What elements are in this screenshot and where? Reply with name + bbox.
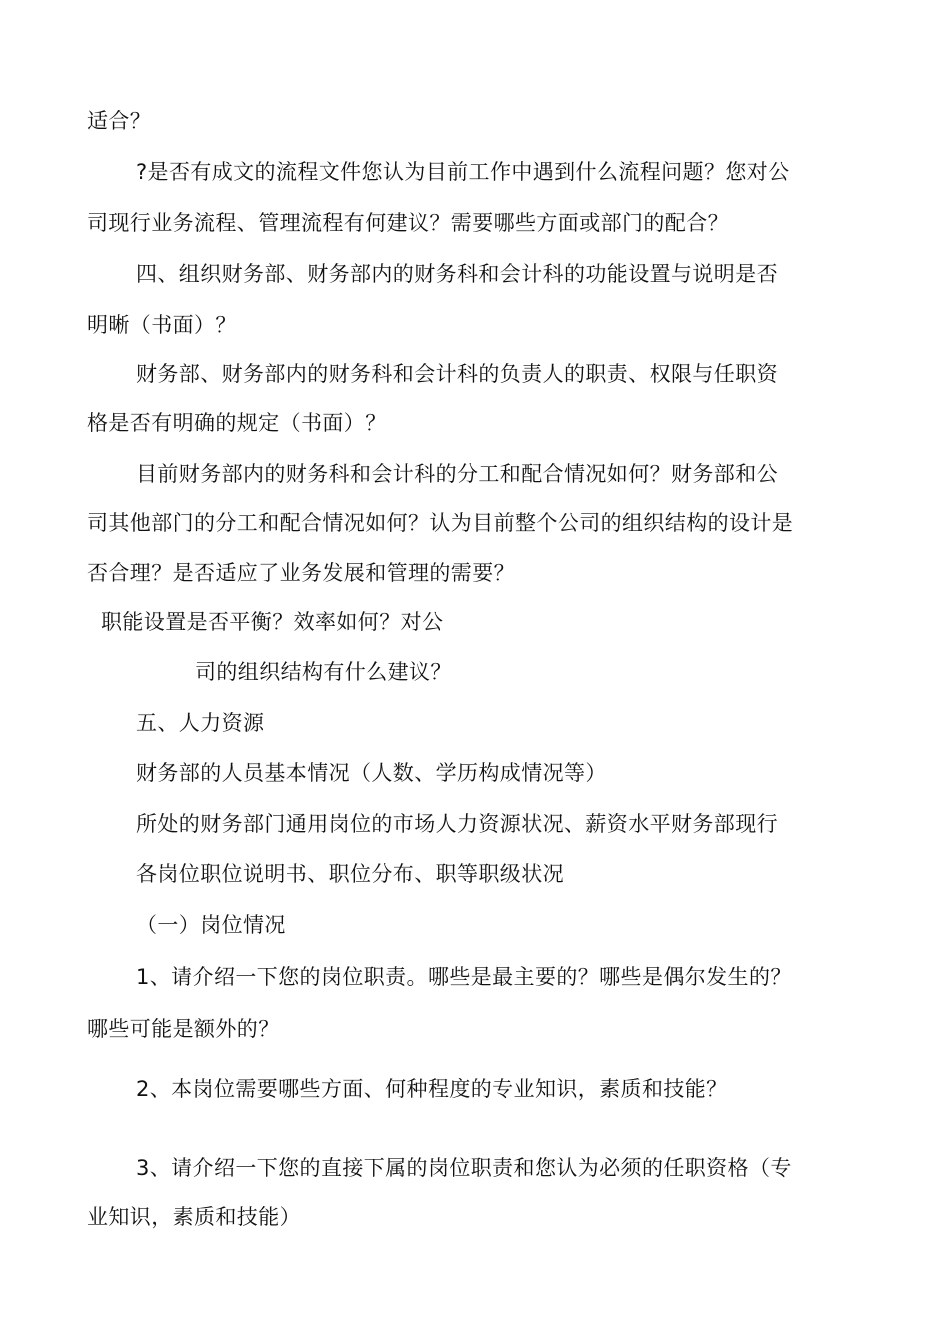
text-line-8: 目前财务部内的财务科和会计科的分工和配合情况如何？财务部和公 <box>136 462 778 486</box>
text-line-16: 各岗位职位说明书、职位分布、职等职级状况 <box>136 862 564 886</box>
question-1: 1、请介绍一下您的岗位职责。哪些是最主要的？哪些是偶尔发生的？ <box>136 965 792 989</box>
question-2: 2、本岗位需要哪些方面、何种程度的专业知识，素质和技能？ <box>136 1077 728 1101</box>
text-line-6: 财务部、财务部内的财务科和会计科的负责人的职责、权限与任职资 <box>136 362 778 386</box>
text-line-11: 职能设置是否平衡？效率如何？对公 <box>101 610 444 634</box>
question-3-continued: 业知识，素质和技能） <box>87 1205 301 1229</box>
question-1-continued: 哪些可能是额外的？ <box>87 1017 280 1041</box>
text-line-9: 司其他部门的分工和配合情况如何？认为目前整个公司的组织结构的设计是 <box>87 511 794 535</box>
text-line-14: 财务部的人员基本情况（人数、学历构成情况等） <box>136 761 607 785</box>
text-line-12: 司的组织结构有什么建议？ <box>195 660 452 684</box>
text-line-15: 所处的财务部门通用岗位的市场人力资源状况、薪资水平财务部现行 <box>136 812 778 836</box>
text-line-3: 司现行业务流程、管理流程有何建议？需要哪些方面或部门的配合？ <box>87 211 729 235</box>
text-line-2: ?是否有成文的流程文件您认为目前工作中遇到什么流程问题？您对公 <box>136 160 790 184</box>
text-line-5: 明晰（书面）？ <box>87 313 237 337</box>
section-heading-4: 四、组织财务部、财务部内的财务科和会计科的功能设置与说明是否 <box>136 262 778 286</box>
subsection-heading-1: （一）岗位情况 <box>136 913 286 937</box>
section-heading-5: 五、人力资源 <box>136 711 265 735</box>
text-line-1: 适合？ <box>87 109 152 133</box>
text-line-10: 否合理？是否适应了业务发展和管理的需要？ <box>87 561 515 585</box>
text-line-7: 格是否有明确的规定（书面）？ <box>87 411 387 435</box>
question-3: 3、请介绍一下您的直接下属的岗位职责和您认为必须的任职资格（专 <box>136 1156 792 1180</box>
